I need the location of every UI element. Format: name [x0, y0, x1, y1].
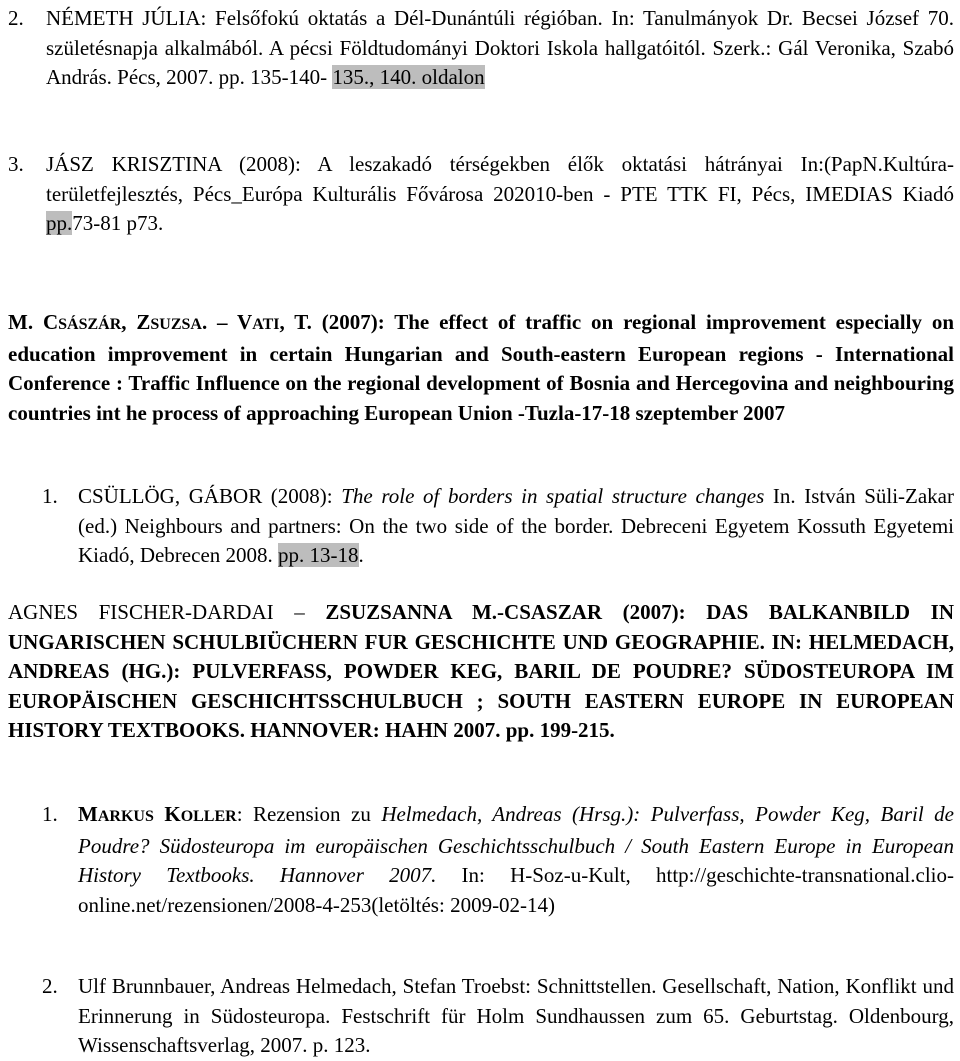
reference-text: In: H-Soz-u-Kult, http://geschichte-transnational.clio-online.net/rezensionen/2008-4-253(letöltés: 2009-02-14) [78, 863, 954, 917]
reference-text: JÁSZ KRISZTINA (2008): A leszakadó térségekben élők oktatási hátrányai In:(PapN.Kultúra-területfejlesztés, Pécs_Európa Kulturális Fővárosa 202010-ben - PTE TTK FI, Pécs, IMEDIAS Kiadó [46, 152, 954, 206]
author-name-small: ARKUS [97, 808, 154, 825]
reference-csaszar-text: M. CSÁSZÁR, ZSUZSA. – VATI, T. (2007): The effect of traffic on regional improvement especially on education improvement in certain Hungarian and South-eastern European regions - International Conference : Traffic Influence on the regional development of Bosnia and Hercegovina and neighbouring countries int he process of approaching European Union -Tuzla-17-18 szeptember 2007 [8, 310, 955, 425]
reference-end: . [358, 543, 364, 567]
author-name-cap: M [78, 802, 98, 826]
author-initial: , T. [279, 310, 312, 334]
reference-nemeth-text [8, 4, 954, 93]
reference-title: The role of borders in spatial structure changes [341, 484, 765, 508]
reference-number: 1. [42, 484, 58, 508]
reference-csullog [8, 482, 954, 571]
reference-number: 2. [8, 6, 24, 30]
reference-text: NÉMETH JÚLIA: Felsőfokú oktatás a Dél-Dunántúli régióban. In: Tanulmányok Dr. Becsei József 70. születésnapja alkalmából. A pécsi Földtudományi Doktori Iskola hallgatóitól. Szerk.: Gál Veronika, Szabó András. Pécs, 2007. pp. 135-140- [46, 6, 954, 89]
reference-text: Ulf Brunnbauer, Andreas Helmedach, Stefan Troebst: Schnittstellen. Gesellschaft, Nation, Konflikt und Erinnerung in Südosteuropa. Festschrift für Holm Sundhaussen zum 65. Geburtstag. Oldenbourg, Wissenschaftsverlag, 2007. p. 123. [78, 974, 954, 1057]
author-name-small: ATI [252, 316, 280, 333]
reference-brunnbauer-text [8, 972, 954, 1061]
highlighted-text: pp. 13-18 [278, 543, 359, 567]
separator: . – [201, 310, 238, 334]
reference-author: AGNES FISCHER-DARDAI – [8, 600, 326, 624]
reference-text-end: 73-81 p73. [72, 211, 164, 235]
author-name-cap: C [42, 310, 59, 334]
reference-text: In. István Süli-Zakar (ed.) Neighbours and partners: On the two side of the border. Debreceni Egyetem Kossuth Egyetemi Kiadó, Debrecen 2008. [78, 484, 954, 567]
reference-koller-text [8, 800, 954, 920]
author-name-cap: Z [136, 310, 151, 334]
reference-jasz [8, 150, 954, 239]
reference-author: CSÜLLÖG, GÁBOR (2008): [78, 484, 342, 508]
reference-fischer-text [8, 598, 954, 746]
reference-body: ZSUZSANNA M.-CSASZAR (2007): DAS BALKANBILD IN UNGARISCHEN SCHULBIÜCHERN FUR GESCHICHTE UND GEOGRAPHIE. IN: HELMEDACH, ANDREAS (HG.): PULVERFASS, POWDER KEG, BARIL DE POUDRE? SÜDOSTEUROPA IM EUROPÄISCHEN GESCHICHTSSCHULBUCH ; SOUTH EASTERN EUROPE IN EUROPEAN HISTORY TEXTBOOKS. HANNOVER: HAHN 2007. pp. 199-215. [8, 600, 954, 742]
reference-body: (2007): The effect of traffic on regional improvement especially on education improvement in certain Hungarian and South-eastern European regions - International Conference : Traffic Influence on the regional development of Bosnia and Hercegovina and neighbouring countries int he process of approaching European Union -Tuzla-17-18 szeptember 2007 [8, 310, 955, 425]
highlighted-text: pp. [46, 211, 73, 235]
author-name-small: SUZSA [150, 316, 202, 333]
highlighted-text: 135., 140. oldalon [332, 65, 485, 89]
author-initial: M. [8, 310, 34, 334]
author-name-small: OLLER [180, 808, 237, 825]
reference-title: Helmedach, Andreas (Hrsg.): Pulverfass, Powder Keg, Baril de Poudre? Südosteuropa im europäischen Geschichtsschulbuch / South Eastern Europe in European History Textbooks. Hannover 2007. [78, 802, 954, 887]
reference-number: 2. [42, 974, 58, 998]
author-name-cap: K [164, 802, 181, 826]
reference-fischer [8, 598, 954, 746]
reference-number: 1. [42, 802, 58, 826]
reference-koller [8, 800, 954, 920]
reference-csaszar [8, 308, 954, 428]
reference-nemeth [8, 4, 954, 93]
reference-jasz-text [8, 150, 954, 239]
reference-brunnbauer [8, 972, 954, 1061]
reference-text: : Rezension zu [236, 802, 382, 826]
reference-number: 3. [8, 152, 24, 176]
author-name-cap: V [237, 310, 253, 334]
reference-csullog-text [8, 482, 954, 571]
author-name-small: SÁSZÁR [58, 316, 122, 333]
